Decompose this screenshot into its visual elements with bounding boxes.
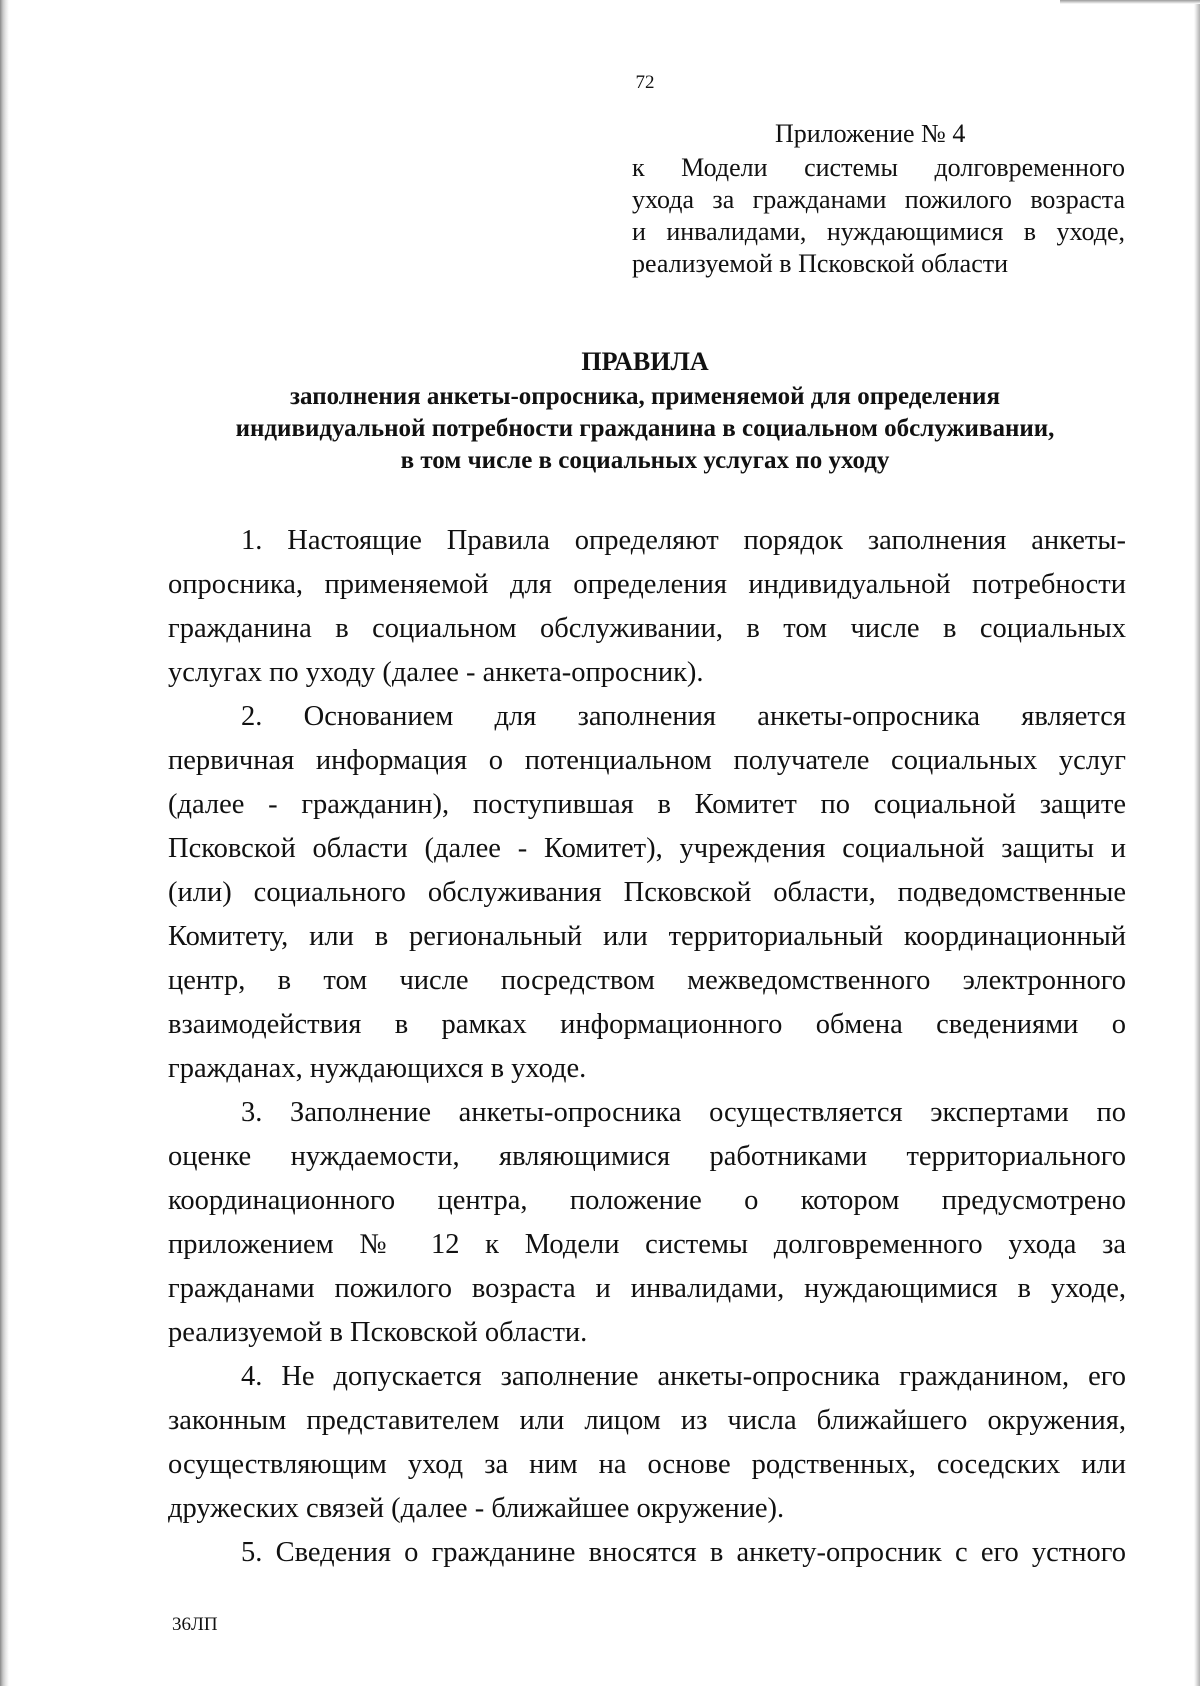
scan-edge-left — [0, 0, 9, 1686]
paragraph-line: опросника, применяемой для определения индивидуальной потребности — [168, 569, 1126, 600]
paragraph-line: услугах по уходу (далее - анкета-опросник). — [168, 657, 704, 688]
subheading-line: заполнения анкеты-опросника, применяемой для определения — [290, 383, 1000, 410]
appendix-line: реализуемой в Псковской области — [632, 249, 1009, 278]
document-subheading — [170, 381, 1120, 477]
paragraph — [168, 1091, 1126, 1355]
appendix-line: ухода за гражданами пожилого возраста — [632, 185, 1125, 214]
paragraph-line: Псковской области (далее - Комитет), учреждения социальной защиты и — [168, 833, 1126, 864]
paragraph-line: 5. Сведения о гражданине вносятся в анкету-опросник с его устного — [241, 1537, 1126, 1568]
page-number: 72 — [635, 72, 655, 93]
paragraph-line: дружеских связей (далее - ближайшее окружение). — [168, 1493, 785, 1524]
paragraph-line: взаимодействия в рамках информационного обмена сведениями о — [168, 1009, 1126, 1040]
paragraph-line: (или) социального обслуживания Псковской области, подведомственные — [168, 877, 1126, 908]
footer-code: 36ЛП — [172, 1614, 218, 1635]
paragraph-line: первичная информация о потенциальном получателе социальных услуг — [168, 745, 1126, 776]
appendix-title: Приложение № 4 — [775, 119, 966, 148]
document-body — [168, 519, 1126, 1575]
scan-edge-top — [1060, 0, 1200, 4]
subheading-line: индивидуальной потребности гражданина в социальном обслуживании, — [235, 415, 1055, 442]
paragraph — [168, 695, 1126, 1091]
scan-edge-right — [1194, 0, 1200, 1686]
paragraph — [168, 519, 1126, 695]
paragraph-line: законным представителем или лицом из числа ближайшего окружения, — [168, 1405, 1126, 1436]
appendix-line: к Модели системы долговременного — [632, 153, 1125, 182]
paragraph-line: центр, в том числе посредством межведомственного электронного — [168, 965, 1126, 996]
paragraph-line: 1. Настоящие Правила определяют порядок заполнения анкеты- — [241, 525, 1126, 556]
paragraph-line: (далее - гражданин), поступившая в Комитет по социальной защите — [168, 789, 1126, 820]
paragraph — [168, 1355, 1126, 1531]
paragraph-line: Комитету, или в региональный или территориальный координационный — [168, 921, 1126, 952]
paragraph-line: приложением № 12 к Модели системы долговременного ухода за — [168, 1229, 1126, 1260]
paragraph-line: гражданами пожилого возраста и инвалидами, нуждающимися в уходе, — [168, 1273, 1126, 1304]
subheading-line: в том числе в социальных услугах по уходу — [400, 447, 890, 474]
document-heading: ПРАВИЛА — [581, 347, 709, 376]
paragraph-line: реализуемой в Псковской области. — [168, 1317, 588, 1348]
appendix-reference — [632, 152, 1125, 280]
paragraph — [168, 1531, 1126, 1575]
paragraph-line: гражданах, нуждающихся в уходе. — [168, 1053, 587, 1084]
paragraph-line: осуществляющим уход за ним на основе родственных, соседских или — [168, 1449, 1126, 1480]
paragraph-line: 2. Основанием для заполнения анкеты-опросника является — [241, 701, 1126, 732]
paragraph-line: оценке нуждаемости, являющимися работниками территориального — [168, 1141, 1126, 1172]
appendix-line: и инвалидами, нуждающимися в уходе, — [632, 217, 1125, 246]
paragraph-line: гражданина в социальном обслуживании, в том числе в социальных — [168, 613, 1126, 644]
paragraph-line: 3. Заполнение анкеты-опросника осуществляется экспертами по — [241, 1097, 1126, 1128]
paragraph-line: координационного центра, положение о котором предусмотрено — [168, 1185, 1126, 1216]
paragraph-line: 4. Не допускается заполнение анкеты-опросника гражданином, его — [241, 1361, 1126, 1392]
